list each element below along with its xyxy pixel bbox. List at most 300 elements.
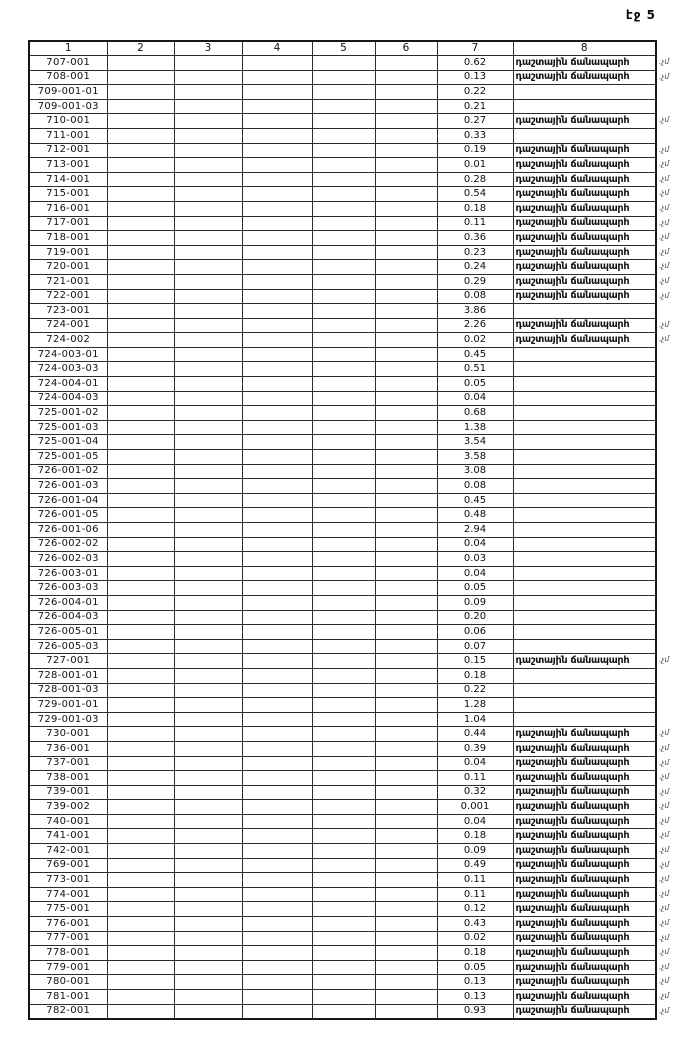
empty-cell bbox=[242, 70, 312, 85]
empty-cell bbox=[107, 201, 174, 216]
empty-cell bbox=[312, 406, 375, 421]
table-row bbox=[29, 814, 656, 829]
empty-cell bbox=[375, 639, 437, 654]
land-use-cell bbox=[513, 231, 670, 246]
empty-cell bbox=[242, 917, 312, 932]
land-use-cell bbox=[513, 1004, 670, 1019]
area-value: 0.03 bbox=[437, 552, 513, 567]
empty-cell bbox=[375, 464, 437, 479]
empty-cell bbox=[375, 216, 437, 231]
empty-cell bbox=[174, 362, 242, 377]
land-use-cell bbox=[513, 187, 670, 202]
parcel-code: 726-004-03 bbox=[29, 610, 107, 625]
empty-cell bbox=[375, 844, 437, 859]
land-use-cell bbox=[513, 377, 656, 392]
empty-cell bbox=[375, 406, 437, 421]
area-value: 0.13 bbox=[437, 990, 513, 1005]
empty-cell bbox=[375, 668, 437, 683]
empty-cell bbox=[174, 85, 242, 100]
empty-cell bbox=[242, 683, 312, 698]
parcel-code: 707-001 bbox=[29, 56, 107, 71]
handwritten-margin-mark: .չմ bbox=[659, 71, 670, 81]
empty-cell bbox=[375, 347, 437, 362]
cadastral-table bbox=[28, 40, 670, 1020]
empty-cell bbox=[312, 362, 375, 377]
empty-cell bbox=[312, 245, 375, 260]
road-type-label: դաշտային ճանապարհ bbox=[515, 217, 630, 229]
land-use-cell bbox=[513, 260, 670, 275]
table-row bbox=[29, 523, 656, 538]
empty-cell bbox=[242, 479, 312, 494]
parcel-code: 740-001 bbox=[29, 814, 107, 829]
road-type-label: դաշտային ճանապարհ bbox=[515, 947, 630, 959]
land-use-cell bbox=[513, 829, 670, 844]
empty-cell bbox=[242, 960, 312, 975]
empty-cell bbox=[107, 391, 174, 406]
area-value: 0.13 bbox=[437, 70, 513, 85]
land-use-cell bbox=[513, 537, 656, 552]
area-value: 0.18 bbox=[437, 668, 513, 683]
land-use-cell bbox=[513, 566, 656, 581]
road-type-label: դաշտային ճանապարհ bbox=[515, 742, 630, 754]
table-row bbox=[29, 450, 656, 465]
area-value: 0.02 bbox=[437, 931, 513, 946]
table-row bbox=[29, 508, 656, 523]
parcel-code: 726-001-05 bbox=[29, 508, 107, 523]
parcel-code: 717-001 bbox=[29, 216, 107, 231]
empty-cell bbox=[312, 391, 375, 406]
empty-cell bbox=[174, 537, 242, 552]
empty-cell bbox=[312, 318, 375, 333]
empty-cell bbox=[107, 873, 174, 888]
parcel-code: 723-001 bbox=[29, 304, 107, 319]
empty-cell bbox=[107, 347, 174, 362]
empty-cell bbox=[375, 85, 437, 100]
empty-cell bbox=[242, 785, 312, 800]
empty-cell bbox=[242, 216, 312, 231]
empty-cell bbox=[375, 377, 437, 392]
table-row bbox=[29, 727, 656, 742]
parcel-code: 722-001 bbox=[29, 289, 107, 304]
empty-cell bbox=[375, 158, 437, 173]
area-value: 0.28 bbox=[437, 172, 513, 187]
empty-cell bbox=[312, 727, 375, 742]
land-use-cell bbox=[513, 990, 670, 1005]
empty-cell bbox=[375, 245, 437, 260]
road-type-label: դաշտային ճանապարհ bbox=[515, 115, 630, 127]
empty-cell bbox=[375, 917, 437, 932]
land-use-cell bbox=[513, 975, 670, 990]
empty-cell bbox=[107, 508, 174, 523]
land-use-cell bbox=[513, 814, 670, 829]
empty-cell bbox=[375, 654, 437, 669]
table-row bbox=[29, 581, 656, 596]
table-row bbox=[29, 187, 656, 202]
empty-cell bbox=[312, 537, 375, 552]
empty-cell bbox=[242, 639, 312, 654]
empty-cell bbox=[242, 668, 312, 683]
empty-cell bbox=[242, 143, 312, 158]
empty-cell bbox=[174, 435, 242, 450]
empty-cell bbox=[375, 858, 437, 873]
area-value: 0.33 bbox=[437, 128, 513, 143]
empty-cell bbox=[375, 990, 437, 1005]
area-value: 0.39 bbox=[437, 741, 513, 756]
parcel-code: 724-003-03 bbox=[29, 362, 107, 377]
empty-cell bbox=[107, 187, 174, 202]
land-use-cell bbox=[513, 70, 670, 85]
empty-cell bbox=[242, 406, 312, 421]
area-value: 0.12 bbox=[437, 902, 513, 917]
parcel-code: 715-001 bbox=[29, 187, 107, 202]
empty-cell bbox=[375, 727, 437, 742]
empty-cell bbox=[375, 960, 437, 975]
empty-cell bbox=[312, 771, 375, 786]
empty-cell bbox=[107, 917, 174, 932]
area-value: 0.09 bbox=[437, 844, 513, 859]
empty-cell bbox=[375, 128, 437, 143]
parcel-code: 775-001 bbox=[29, 902, 107, 917]
empty-cell bbox=[375, 756, 437, 771]
parcel-code: 769-001 bbox=[29, 858, 107, 873]
empty-cell bbox=[174, 289, 242, 304]
land-use-cell bbox=[513, 902, 670, 917]
parcel-code: 729-001-03 bbox=[29, 712, 107, 727]
handwritten-margin-mark: .չմ bbox=[659, 815, 670, 825]
empty-cell bbox=[375, 318, 437, 333]
table-row bbox=[29, 654, 656, 669]
area-value: 1.38 bbox=[437, 420, 513, 435]
empty-cell bbox=[242, 814, 312, 829]
handwritten-margin-mark: .չմ bbox=[659, 173, 670, 183]
road-type-label: դաշտային ճանապարհ bbox=[515, 173, 630, 185]
parcel-code: 726-001-04 bbox=[29, 493, 107, 508]
empty-cell bbox=[174, 844, 242, 859]
empty-cell bbox=[107, 552, 174, 567]
parcel-code: 710-001 bbox=[29, 114, 107, 129]
empty-cell bbox=[107, 741, 174, 756]
area-value: 0.54 bbox=[437, 187, 513, 202]
empty-cell bbox=[375, 712, 437, 727]
empty-cell bbox=[312, 610, 375, 625]
handwritten-margin-mark: .չմ bbox=[659, 728, 670, 738]
empty-cell bbox=[375, 493, 437, 508]
handwritten-margin-mark: .չմ bbox=[659, 217, 670, 227]
land-use-cell bbox=[513, 523, 656, 538]
handwritten-margin-mark: .չմ bbox=[659, 976, 670, 986]
parcel-code: 726-002-02 bbox=[29, 537, 107, 552]
empty-cell bbox=[174, 566, 242, 581]
land-use-cell bbox=[513, 931, 670, 946]
area-value: 0.11 bbox=[437, 873, 513, 888]
empty-cell bbox=[242, 537, 312, 552]
handwritten-margin-mark: .չմ bbox=[659, 115, 670, 125]
land-use-cell bbox=[513, 698, 656, 713]
empty-cell bbox=[107, 814, 174, 829]
table-row bbox=[29, 552, 656, 567]
empty-cell bbox=[242, 187, 312, 202]
parcel-code: 726-001-03 bbox=[29, 479, 107, 494]
land-use-cell bbox=[513, 289, 670, 304]
empty-cell bbox=[242, 858, 312, 873]
land-use-cell bbox=[513, 274, 670, 289]
column-header-7: 7 bbox=[437, 41, 513, 56]
empty-cell bbox=[375, 785, 437, 800]
table-row bbox=[29, 683, 656, 698]
table-row bbox=[29, 625, 656, 640]
land-use-cell bbox=[513, 406, 656, 421]
handwritten-margin-mark: .չմ bbox=[659, 159, 670, 169]
area-value: 0.001 bbox=[437, 800, 513, 815]
empty-cell bbox=[312, 654, 375, 669]
empty-cell bbox=[312, 800, 375, 815]
parcel-code: 728-001-01 bbox=[29, 668, 107, 683]
area-value: 0.51 bbox=[437, 362, 513, 377]
empty-cell bbox=[174, 231, 242, 246]
table-row bbox=[29, 902, 656, 917]
land-use-cell bbox=[513, 304, 656, 319]
area-value: 0.05 bbox=[437, 581, 513, 596]
land-use-cell bbox=[513, 639, 656, 654]
empty-cell bbox=[375, 537, 437, 552]
table-row bbox=[29, 639, 656, 654]
column-header-5: 5 bbox=[312, 41, 375, 56]
empty-cell bbox=[312, 566, 375, 581]
empty-cell bbox=[174, 420, 242, 435]
land-use-cell bbox=[513, 625, 656, 640]
area-value: 2.26 bbox=[437, 318, 513, 333]
area-value: 0.04 bbox=[437, 566, 513, 581]
table-row bbox=[29, 800, 656, 815]
parcel-code: 730-001 bbox=[29, 727, 107, 742]
empty-cell bbox=[174, 128, 242, 143]
empty-cell bbox=[174, 318, 242, 333]
area-value: 0.08 bbox=[437, 479, 513, 494]
empty-cell bbox=[375, 800, 437, 815]
table-row bbox=[29, 595, 656, 610]
parcel-code: 780-001 bbox=[29, 975, 107, 990]
empty-cell bbox=[312, 347, 375, 362]
empty-cell bbox=[375, 99, 437, 114]
handwritten-margin-mark: .չմ bbox=[659, 801, 670, 811]
area-value: 0.21 bbox=[437, 99, 513, 114]
empty-cell bbox=[107, 625, 174, 640]
road-type-label: դաշտային ճանապարհ bbox=[515, 319, 630, 331]
land-use-cell bbox=[513, 158, 670, 173]
handwritten-margin-mark: .չմ bbox=[659, 918, 670, 928]
empty-cell bbox=[312, 639, 375, 654]
area-value: 3.58 bbox=[437, 450, 513, 465]
empty-cell bbox=[107, 800, 174, 815]
area-value: 0.04 bbox=[437, 537, 513, 552]
area-value: 0.49 bbox=[437, 858, 513, 873]
empty-cell bbox=[242, 114, 312, 129]
empty-cell bbox=[375, 260, 437, 275]
empty-cell bbox=[312, 990, 375, 1005]
empty-cell bbox=[242, 698, 312, 713]
land-use-cell bbox=[513, 595, 656, 610]
table-row bbox=[29, 698, 656, 713]
empty-cell bbox=[107, 289, 174, 304]
table-row bbox=[29, 741, 656, 756]
empty-cell bbox=[174, 1004, 242, 1019]
empty-cell bbox=[242, 158, 312, 173]
empty-cell bbox=[375, 683, 437, 698]
empty-cell bbox=[107, 128, 174, 143]
empty-cell bbox=[375, 362, 437, 377]
table-row bbox=[29, 85, 656, 100]
parcel-code: 779-001 bbox=[29, 960, 107, 975]
empty-cell bbox=[375, 333, 437, 348]
table-row bbox=[29, 829, 656, 844]
table-row bbox=[29, 333, 656, 348]
parcel-code: 724-002 bbox=[29, 333, 107, 348]
empty-cell bbox=[375, 70, 437, 85]
empty-cell bbox=[312, 187, 375, 202]
parcel-code: 739-002 bbox=[29, 800, 107, 815]
empty-cell bbox=[312, 231, 375, 246]
empty-cell bbox=[375, 231, 437, 246]
table-row bbox=[29, 1004, 656, 1019]
area-value: 0.20 bbox=[437, 610, 513, 625]
area-value: 0.43 bbox=[437, 917, 513, 932]
table-row bbox=[29, 347, 656, 362]
empty-cell bbox=[312, 201, 375, 216]
table-row bbox=[29, 479, 656, 494]
empty-cell bbox=[174, 406, 242, 421]
empty-cell bbox=[107, 727, 174, 742]
area-value: 0.22 bbox=[437, 683, 513, 698]
table-row bbox=[29, 931, 656, 946]
area-value: 0.24 bbox=[437, 260, 513, 275]
empty-cell bbox=[174, 829, 242, 844]
empty-cell bbox=[375, 946, 437, 961]
area-value: 0.93 bbox=[437, 1004, 513, 1019]
parcel-code: 782-001 bbox=[29, 1004, 107, 1019]
empty-cell bbox=[242, 800, 312, 815]
empty-cell bbox=[242, 508, 312, 523]
area-value: 3.54 bbox=[437, 435, 513, 450]
table-row bbox=[29, 231, 656, 246]
empty-cell bbox=[242, 581, 312, 596]
table-row bbox=[29, 245, 656, 260]
road-type-label: դաշտային ճանապարհ bbox=[515, 874, 630, 886]
parcel-code: 711-001 bbox=[29, 128, 107, 143]
empty-cell bbox=[242, 260, 312, 275]
empty-cell bbox=[174, 698, 242, 713]
table-row bbox=[29, 771, 656, 786]
road-type-label: դաշտային ճանապարհ bbox=[515, 655, 630, 667]
area-value: 0.04 bbox=[437, 756, 513, 771]
empty-cell bbox=[312, 829, 375, 844]
land-use-cell bbox=[513, 128, 656, 143]
parcel-code: 709-001-03 bbox=[29, 99, 107, 114]
road-type-label: դաշտային ճանապարհ bbox=[515, 275, 630, 287]
empty-cell bbox=[107, 435, 174, 450]
land-use-cell bbox=[513, 785, 670, 800]
empty-cell bbox=[375, 581, 437, 596]
empty-cell bbox=[174, 56, 242, 71]
empty-cell bbox=[242, 377, 312, 392]
empty-cell bbox=[242, 231, 312, 246]
empty-cell bbox=[107, 274, 174, 289]
area-value: 0.23 bbox=[437, 245, 513, 260]
column-header-6: 6 bbox=[375, 41, 437, 56]
road-type-label: դաշտային ճանապարհ bbox=[515, 1005, 630, 1017]
table-row bbox=[29, 990, 656, 1005]
empty-cell bbox=[174, 990, 242, 1005]
road-type-label: դաշտային ճանապարհ bbox=[515, 917, 630, 929]
empty-cell bbox=[375, 771, 437, 786]
area-value: 0.01 bbox=[437, 158, 513, 173]
empty-cell bbox=[242, 172, 312, 187]
handwritten-margin-mark: .չմ bbox=[659, 786, 670, 796]
area-value: 0.04 bbox=[437, 391, 513, 406]
parcel-code: 736-001 bbox=[29, 741, 107, 756]
road-type-label: դաշտային ճանապարհ bbox=[515, 961, 630, 973]
empty-cell bbox=[174, 581, 242, 596]
empty-cell bbox=[312, 260, 375, 275]
parcel-code: 719-001 bbox=[29, 245, 107, 260]
land-use-cell bbox=[513, 216, 670, 231]
empty-cell bbox=[107, 377, 174, 392]
empty-cell bbox=[242, 931, 312, 946]
empty-cell bbox=[375, 873, 437, 888]
empty-cell bbox=[312, 581, 375, 596]
empty-cell bbox=[312, 99, 375, 114]
empty-cell bbox=[312, 289, 375, 304]
table-row bbox=[29, 566, 656, 581]
table-row bbox=[29, 464, 656, 479]
parcel-code: 773-001 bbox=[29, 873, 107, 888]
empty-cell bbox=[107, 683, 174, 698]
table-row bbox=[29, 668, 656, 683]
empty-cell bbox=[174, 552, 242, 567]
empty-cell bbox=[174, 493, 242, 508]
empty-cell bbox=[107, 70, 174, 85]
road-type-label: դաշտային ճանապարհ bbox=[515, 932, 630, 944]
land-use-cell bbox=[513, 420, 656, 435]
empty-cell bbox=[375, 741, 437, 756]
empty-cell bbox=[174, 245, 242, 260]
empty-cell bbox=[242, 450, 312, 465]
empty-cell bbox=[375, 187, 437, 202]
empty-cell bbox=[242, 712, 312, 727]
parcel-code: 718-001 bbox=[29, 231, 107, 246]
empty-cell bbox=[174, 887, 242, 902]
parcel-code: 726-002-03 bbox=[29, 552, 107, 567]
land-use-cell bbox=[513, 741, 670, 756]
empty-cell bbox=[242, 654, 312, 669]
empty-cell bbox=[242, 464, 312, 479]
table-row bbox=[29, 289, 656, 304]
parcel-code: 712-001 bbox=[29, 143, 107, 158]
column-header-3: 3 bbox=[174, 41, 242, 56]
empty-cell bbox=[174, 654, 242, 669]
empty-cell bbox=[312, 873, 375, 888]
road-type-label: դաշտային ճանապարհ bbox=[515, 56, 630, 68]
land-use-cell bbox=[513, 727, 670, 742]
empty-cell bbox=[174, 114, 242, 129]
empty-cell bbox=[174, 712, 242, 727]
empty-cell bbox=[242, 333, 312, 348]
empty-cell bbox=[174, 347, 242, 362]
area-value: 0.04 bbox=[437, 814, 513, 829]
empty-cell bbox=[174, 873, 242, 888]
road-type-label: դաշտային ճանապարհ bbox=[515, 844, 630, 856]
empty-cell bbox=[107, 887, 174, 902]
road-type-label: դաշտային ճանապարհ bbox=[515, 202, 630, 214]
